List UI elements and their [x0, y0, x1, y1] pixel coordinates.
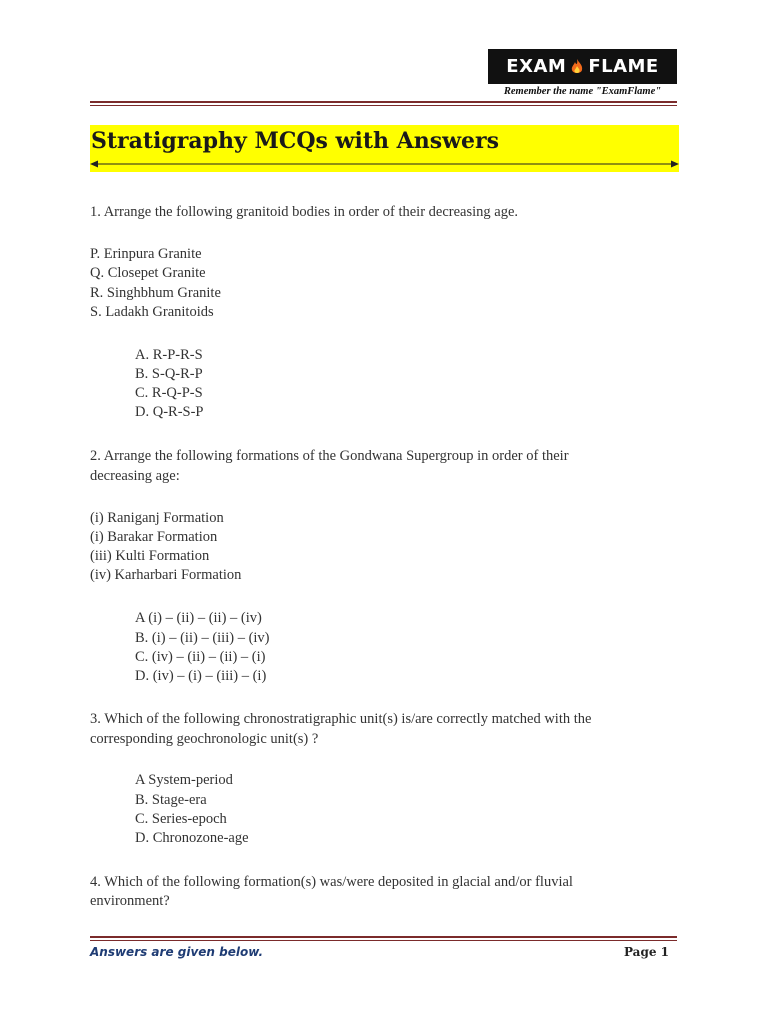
q2-item: (i) Raniganj Formation: [90, 510, 224, 526]
header-rule-top: [90, 101, 677, 103]
double-arrow-icon: [90, 160, 679, 168]
q3-option: D. Chronozone-age: [135, 830, 249, 846]
logo-text-exam: EXAM: [506, 56, 567, 77]
q1-item: R. Singhbhum Granite: [90, 285, 221, 301]
question-3-line-2: corresponding geochronologic unit(s) ?: [90, 731, 319, 747]
q1-option: C. R-Q-P-S: [135, 385, 203, 401]
q3-option: C. Series-epoch: [135, 811, 227, 827]
q1-option: D. Q-R-S-P: [135, 404, 204, 420]
q2-option: D. (iv) – (i) – (iii) – (i): [135, 668, 267, 684]
question-4-line-1: 4. Which of the following formation(s) was/were deposited in glacial and/or fluvial: [90, 874, 573, 890]
header-rule-bottom: [90, 105, 677, 106]
logo-tagline: Remember the name "ExamFlame": [503, 86, 662, 97]
question-2-line-2: decreasing age:: [90, 468, 180, 484]
footer-answers-note: Answers are given below.: [90, 945, 264, 959]
q2-item: (iii) Kulti Formation: [90, 548, 210, 564]
q1-item: P. Erinpura Granite: [90, 246, 202, 262]
footer-rule-top: [90, 936, 677, 938]
page-number: Page 1: [623, 945, 669, 959]
q1-option: B. S-Q-R-P: [135, 366, 203, 382]
logo-text-flame: FLAME: [588, 56, 659, 77]
q1-item: S. Ladakh Granitoids: [90, 304, 214, 320]
page-title: Stratigraphy MCQs with Answers: [91, 128, 500, 154]
footer-rule-bottom: [90, 940, 677, 941]
q3-option: A System-period: [135, 772, 233, 788]
q2-item: (iv) Karharbari Formation: [90, 567, 242, 583]
question-2-line-1: 2. Arrange the following formations of the Gondwana Supergroup in order of their: [90, 448, 569, 464]
q2-option: A (i) – (ii) – (ii) – (iv): [135, 610, 262, 626]
q2-item: (i) Barakar Formation: [90, 529, 218, 545]
q1-option: A. R-P-R-S: [135, 347, 203, 363]
q3-option: B. Stage-era: [135, 792, 207, 808]
title-banner: [90, 125, 679, 172]
q2-option: B. (i) – (ii) – (iii) – (iv): [135, 630, 270, 646]
q2-option: C. (iv) – (ii) – (ii) – (i): [135, 649, 266, 665]
flame-icon: [571, 59, 583, 75]
q1-item: Q. Closepet Granite: [90, 265, 206, 281]
question-4-line-2: environment?: [90, 893, 170, 909]
question-3-line-1: 3. Which of the following chronostratigraphic unit(s) is/are correctly matched with the: [90, 711, 592, 727]
question-1: 1. Arrange the following granitoid bodies in order of their decreasing age.: [90, 204, 519, 220]
exam-flame-logo: [488, 49, 677, 84]
